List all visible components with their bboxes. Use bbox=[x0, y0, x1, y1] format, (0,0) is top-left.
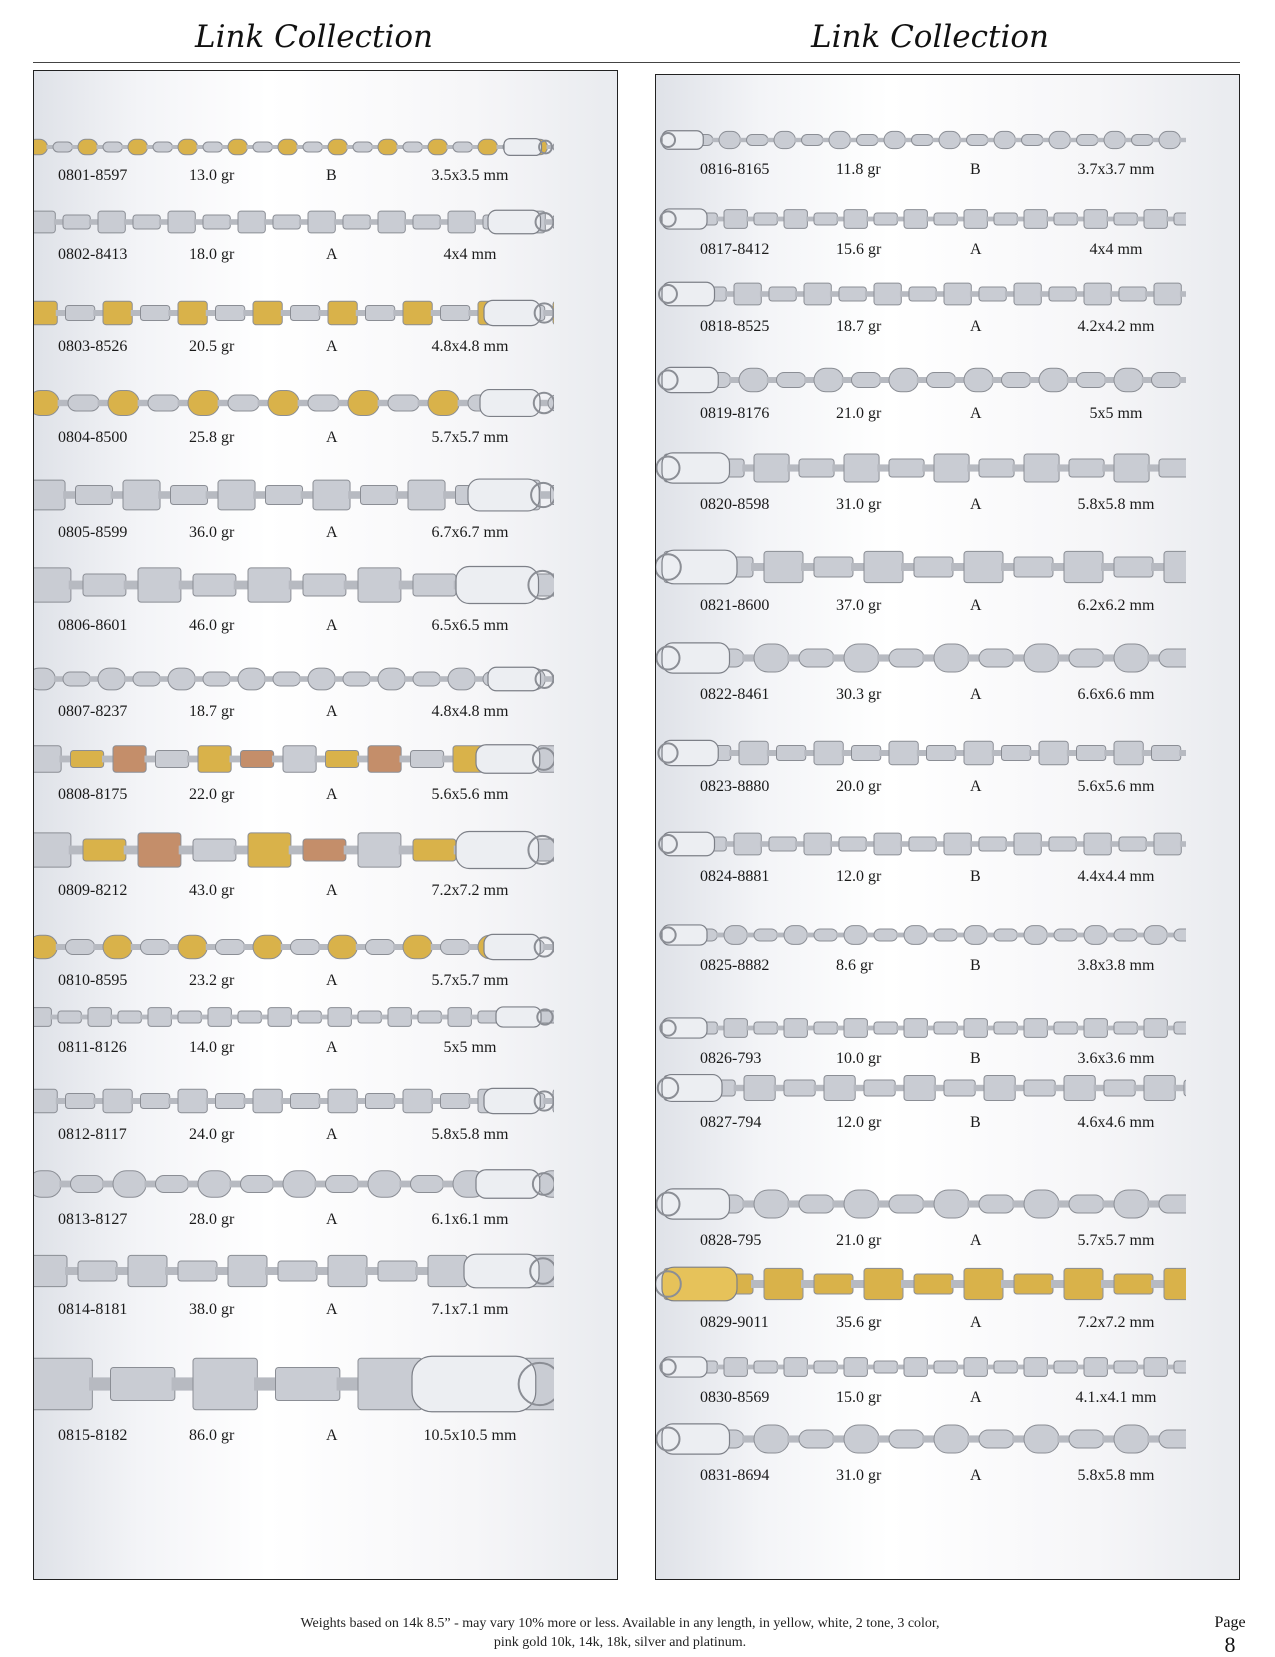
item-size: 4.1.x4.1 mm bbox=[1075, 1389, 1157, 1406]
item-grade: A bbox=[970, 1314, 982, 1331]
left-item-caption-row bbox=[34, 1037, 618, 1059]
left-chain-item bbox=[34, 828, 618, 902]
item-code: 0824-8881 bbox=[700, 868, 770, 885]
item-size: 4.8x4.8 mm bbox=[431, 703, 509, 720]
item-size: 5x5 mm bbox=[443, 1039, 497, 1056]
item-grade: A bbox=[326, 703, 338, 720]
footnote-line-1: Weights based on 14k 8.5” - may vary 10% more or less. Available in any length, in yellow, white, 2 tone, 3 color, bbox=[300, 1616, 940, 1631]
left-chain-item bbox=[34, 1005, 618, 1059]
page-number: 8 bbox=[1224, 1632, 1236, 1657]
item-weight: 46.0 gr bbox=[189, 617, 235, 634]
item-grade: A bbox=[970, 1232, 982, 1249]
left-item-caption-row bbox=[34, 522, 618, 544]
item-weight: 21.0 gr bbox=[836, 1232, 882, 1249]
item-weight: 18.7 gr bbox=[189, 703, 235, 720]
item-size: 5x5 mm bbox=[1089, 405, 1143, 422]
item-grade: B bbox=[970, 957, 981, 974]
item-weight: 14.0 gr bbox=[189, 1039, 235, 1056]
item-code: 0803-8526 bbox=[58, 338, 128, 355]
item-code: 0831-8694 bbox=[700, 1467, 770, 1484]
left-item-caption-row bbox=[34, 427, 618, 449]
item-code: 0830-8569 bbox=[700, 1389, 770, 1406]
right-chain-item bbox=[656, 1355, 1240, 1409]
item-code: 0818-8525 bbox=[700, 318, 770, 335]
left-catalog-panel bbox=[33, 70, 618, 1580]
right-item-caption-row bbox=[656, 1112, 1240, 1134]
left-item-caption-row bbox=[34, 165, 618, 187]
item-code: 0821-8600 bbox=[700, 597, 770, 614]
item-code: 0813-8127 bbox=[58, 1211, 128, 1228]
left-item-caption-row bbox=[34, 1124, 618, 1146]
left-item-caption-row bbox=[34, 615, 618, 637]
right-item-caption-row bbox=[656, 776, 1240, 798]
left-item-caption-row bbox=[34, 244, 618, 266]
right-chain-image-11 bbox=[656, 1016, 1186, 1040]
right-chain-item bbox=[656, 547, 1240, 617]
item-grade: A bbox=[326, 1039, 338, 1056]
right-chain-image-6 bbox=[656, 547, 1186, 587]
item-weight: 37.0 gr bbox=[836, 597, 882, 614]
item-code: 0804-8500 bbox=[58, 429, 128, 446]
item-weight: 12.0 gr bbox=[836, 1114, 882, 1131]
item-code: 0809-8212 bbox=[58, 882, 128, 899]
left-chain-item bbox=[34, 1351, 618, 1447]
right-item-caption-row bbox=[656, 955, 1240, 977]
item-size: 6.7x6.7 mm bbox=[431, 524, 509, 541]
item-weight: 86.0 gr bbox=[189, 1427, 235, 1444]
left-chain-image-11 bbox=[34, 1005, 554, 1029]
item-grade: A bbox=[970, 1467, 982, 1484]
item-size: 3.6x3.6 mm bbox=[1077, 1050, 1155, 1067]
left-chain-item bbox=[34, 1167, 618, 1231]
item-size: 5.8x5.8 mm bbox=[1077, 1467, 1155, 1484]
item-weight: 12.0 gr bbox=[836, 868, 882, 885]
item-grade: A bbox=[326, 524, 338, 541]
right-item-caption-row bbox=[656, 595, 1240, 617]
item-size: 3.8x3.8 mm bbox=[1077, 957, 1155, 974]
item-grade: A bbox=[326, 882, 338, 899]
right-chain-item bbox=[656, 1264, 1240, 1334]
right-chain-image-1 bbox=[656, 129, 1186, 151]
item-weight: 35.6 gr bbox=[836, 1314, 882, 1331]
left-chain-item bbox=[34, 1086, 618, 1146]
item-code: 0825-8882 bbox=[700, 957, 770, 974]
page-label: Page bbox=[1214, 1614, 1246, 1631]
left-chain-item bbox=[34, 563, 618, 637]
item-code: 0814-8181 bbox=[58, 1301, 128, 1318]
item-code: 0801-8597 bbox=[58, 167, 128, 184]
item-weight: 15.0 gr bbox=[836, 1389, 882, 1406]
right-chain-image-2 bbox=[656, 207, 1186, 231]
item-grade: A bbox=[970, 778, 982, 795]
left-item-caption-row bbox=[34, 1425, 618, 1447]
item-size: 5.8x5.8 mm bbox=[1077, 496, 1155, 513]
left-chain-image-4 bbox=[34, 387, 554, 419]
item-grade: A bbox=[326, 429, 338, 446]
left-chain-image-2 bbox=[34, 208, 554, 236]
item-code: 0822-8461 bbox=[700, 686, 770, 703]
right-chain-item bbox=[656, 365, 1240, 425]
left-item-caption-row bbox=[34, 880, 618, 902]
item-weight: 23.2 gr bbox=[189, 972, 235, 989]
left-chain-image-7 bbox=[34, 665, 554, 693]
left-chain-image-8 bbox=[34, 742, 554, 776]
left-item-caption-row bbox=[34, 784, 618, 806]
right-item-caption-row bbox=[656, 1465, 1240, 1487]
item-size: 10.5x10.5 mm bbox=[423, 1427, 517, 1444]
left-chain-image-14 bbox=[34, 1251, 554, 1291]
item-size: 4.8x4.8 mm bbox=[431, 338, 509, 355]
right-chain-item bbox=[656, 738, 1240, 798]
right-catalog-panel bbox=[655, 74, 1240, 1580]
item-size: 6.1x6.1 mm bbox=[431, 1211, 509, 1228]
left-item-caption-row bbox=[34, 1299, 618, 1321]
item-grade: B bbox=[970, 1114, 981, 1131]
left-chain-image-9 bbox=[34, 828, 554, 872]
right-chain-item bbox=[656, 129, 1240, 181]
item-grade: B bbox=[970, 1050, 981, 1067]
item-code: 0808-8175 bbox=[58, 786, 128, 803]
left-chain-image-6 bbox=[34, 563, 554, 607]
item-code: 0819-8176 bbox=[700, 405, 770, 422]
item-code: 0811-8126 bbox=[58, 1039, 127, 1056]
item-weight: 13.0 gr bbox=[189, 167, 235, 184]
item-weight: 18.0 gr bbox=[189, 246, 235, 263]
item-grade: A bbox=[326, 1301, 338, 1318]
item-grade: A bbox=[326, 246, 338, 263]
item-code: 0823-8880 bbox=[700, 778, 770, 795]
header-divider bbox=[33, 62, 1240, 63]
right-chain-item bbox=[656, 450, 1240, 516]
item-code: 0816-8165 bbox=[700, 161, 770, 178]
left-item-caption-row bbox=[34, 701, 618, 723]
item-grade: A bbox=[326, 1211, 338, 1228]
item-code: 0829-9011 bbox=[700, 1314, 769, 1331]
item-weight: 21.0 gr bbox=[836, 405, 882, 422]
item-grade: A bbox=[970, 1389, 982, 1406]
item-grade: A bbox=[326, 972, 338, 989]
item-code: 0815-8182 bbox=[58, 1427, 128, 1444]
item-grade: B bbox=[970, 161, 981, 178]
right-item-caption-row bbox=[656, 866, 1240, 888]
left-chain-image-15 bbox=[34, 1351, 554, 1417]
left-chain-image-13 bbox=[34, 1167, 554, 1201]
left-item-caption-row bbox=[34, 970, 618, 992]
item-grade: A bbox=[970, 496, 982, 513]
left-page-title: Link Collection bbox=[194, 19, 434, 55]
right-page-title: Link Collection bbox=[810, 19, 1050, 55]
right-chain-image-12 bbox=[656, 1072, 1186, 1104]
item-size: 5.6x5.6 mm bbox=[1077, 778, 1155, 795]
item-size: 3.5x3.5 mm bbox=[431, 167, 509, 184]
item-weight: 18.7 gr bbox=[836, 318, 882, 335]
item-code: 0817-8412 bbox=[700, 241, 770, 258]
item-weight: 38.0 gr bbox=[189, 1301, 235, 1318]
item-grade: B bbox=[326, 167, 337, 184]
item-code: 0806-8601 bbox=[58, 617, 128, 634]
right-chain-image-3 bbox=[656, 280, 1186, 308]
right-chain-item bbox=[656, 1072, 1240, 1134]
item-weight: 10.0 gr bbox=[836, 1050, 882, 1067]
item-grade: A bbox=[970, 318, 982, 335]
item-size: 7.1x7.1 mm bbox=[431, 1301, 509, 1318]
item-code: 0828-795 bbox=[700, 1232, 762, 1249]
left-chain-item bbox=[34, 665, 618, 723]
right-chain-item bbox=[656, 923, 1240, 977]
right-chain-image-13 bbox=[656, 1186, 1186, 1222]
left-chain-image-5 bbox=[34, 476, 554, 514]
item-size: 4.2x4.2 mm bbox=[1077, 318, 1155, 335]
right-item-caption-row bbox=[656, 239, 1240, 261]
left-chain-image-1 bbox=[34, 137, 554, 157]
left-chain-item bbox=[34, 932, 618, 992]
item-code: 0826-793 bbox=[700, 1050, 762, 1067]
right-item-caption-row bbox=[656, 316, 1240, 338]
item-grade: A bbox=[326, 786, 338, 803]
item-size: 5.7x5.7 mm bbox=[431, 429, 509, 446]
item-size: 7.2x7.2 mm bbox=[1077, 1314, 1155, 1331]
left-chain-item bbox=[34, 208, 618, 266]
right-chain-item bbox=[656, 1421, 1240, 1487]
left-chain-item bbox=[34, 742, 618, 806]
right-chain-image-10 bbox=[656, 923, 1186, 947]
right-item-caption-row bbox=[656, 1312, 1240, 1334]
item-weight: 28.0 gr bbox=[189, 1211, 235, 1228]
item-weight: 36.0 gr bbox=[189, 524, 235, 541]
left-chain-item bbox=[34, 476, 618, 544]
right-chain-image-9 bbox=[656, 830, 1186, 858]
item-size: 5.6x5.6 mm bbox=[431, 786, 509, 803]
right-item-caption-row bbox=[656, 403, 1240, 425]
item-grade: A bbox=[970, 241, 982, 258]
right-item-caption-row bbox=[656, 494, 1240, 516]
item-weight: 30.3 gr bbox=[836, 686, 882, 703]
item-weight: 25.8 gr bbox=[189, 429, 235, 446]
item-weight: 20.0 gr bbox=[836, 778, 882, 795]
item-grade: B bbox=[970, 868, 981, 885]
right-item-caption-row bbox=[656, 1230, 1240, 1252]
left-chain-item bbox=[34, 387, 618, 449]
left-chain-item bbox=[34, 298, 618, 358]
item-size: 3.7x3.7 mm bbox=[1077, 161, 1155, 178]
item-size: 7.2x7.2 mm bbox=[431, 882, 509, 899]
right-chain-image-5 bbox=[656, 450, 1186, 486]
item-code: 0807-8237 bbox=[58, 703, 128, 720]
item-grade: A bbox=[326, 1427, 338, 1444]
item-weight: 43.0 gr bbox=[189, 882, 235, 899]
item-code: 0827-794 bbox=[700, 1114, 762, 1131]
item-weight: 8.6 gr bbox=[836, 957, 874, 974]
right-chain-item bbox=[656, 207, 1240, 261]
right-chain-image-16 bbox=[656, 1421, 1186, 1457]
left-item-caption-row bbox=[34, 336, 618, 358]
item-weight: 31.0 gr bbox=[836, 1467, 882, 1484]
left-chain-image-3 bbox=[34, 298, 554, 328]
item-grade: A bbox=[970, 597, 982, 614]
item-weight: 24.0 gr bbox=[189, 1126, 235, 1143]
footnote-line-2: pink gold 10k, 14k, 18k, silver and platinum. bbox=[493, 1635, 747, 1650]
item-code: 0820-8598 bbox=[700, 496, 770, 513]
item-size: 4.6x4.6 mm bbox=[1077, 1114, 1155, 1131]
right-item-caption-row bbox=[656, 684, 1240, 706]
left-chain-item bbox=[34, 137, 618, 187]
left-chain-image-10 bbox=[34, 932, 554, 962]
right-item-caption-row bbox=[656, 1387, 1240, 1409]
footnote bbox=[200, 1614, 1040, 1652]
item-grade: A bbox=[326, 338, 338, 355]
item-size: 6.2x6.2 mm bbox=[1077, 597, 1155, 614]
right-chain-item bbox=[656, 640, 1240, 706]
item-size: 5.8x5.8 mm bbox=[431, 1126, 509, 1143]
right-item-caption-row bbox=[656, 1048, 1240, 1070]
left-chain-item bbox=[34, 1251, 618, 1321]
item-grade: A bbox=[970, 405, 982, 422]
item-weight: 15.6 gr bbox=[836, 241, 882, 258]
item-size: 6.5x6.5 mm bbox=[431, 617, 509, 634]
item-weight: 22.0 gr bbox=[189, 786, 235, 803]
right-chain-item bbox=[656, 1016, 1240, 1070]
right-chain-image-15 bbox=[656, 1355, 1186, 1379]
right-chain-item bbox=[656, 830, 1240, 888]
right-chain-image-7 bbox=[656, 640, 1186, 676]
right-chain-image-14 bbox=[656, 1264, 1186, 1304]
item-size: 4x4 mm bbox=[443, 246, 497, 263]
item-code: 0802-8413 bbox=[58, 246, 128, 263]
right-item-caption-row bbox=[656, 159, 1240, 181]
item-weight: 31.0 gr bbox=[836, 496, 882, 513]
item-weight: 20.5 gr bbox=[189, 338, 235, 355]
right-chain-image-4 bbox=[656, 365, 1186, 395]
item-grade: A bbox=[326, 1126, 338, 1143]
item-size: 5.7x5.7 mm bbox=[1077, 1232, 1155, 1249]
item-size: 5.7x5.7 mm bbox=[431, 972, 509, 989]
right-chain-item bbox=[656, 280, 1240, 338]
left-item-caption-row bbox=[34, 1209, 618, 1231]
item-size: 6.6x6.6 mm bbox=[1077, 686, 1155, 703]
left-chain-image-12 bbox=[34, 1086, 554, 1116]
item-grade: A bbox=[970, 686, 982, 703]
item-size: 4.4x4.4 mm bbox=[1077, 868, 1155, 885]
item-size: 4x4 mm bbox=[1089, 241, 1143, 258]
item-grade: A bbox=[326, 617, 338, 634]
right-chain-image-8 bbox=[656, 738, 1186, 768]
item-weight: 11.8 gr bbox=[836, 161, 881, 178]
item-code: 0812-8117 bbox=[58, 1126, 127, 1143]
right-chain-item bbox=[656, 1186, 1240, 1252]
item-code: 0805-8599 bbox=[58, 524, 128, 541]
item-code: 0810-8595 bbox=[58, 972, 128, 989]
